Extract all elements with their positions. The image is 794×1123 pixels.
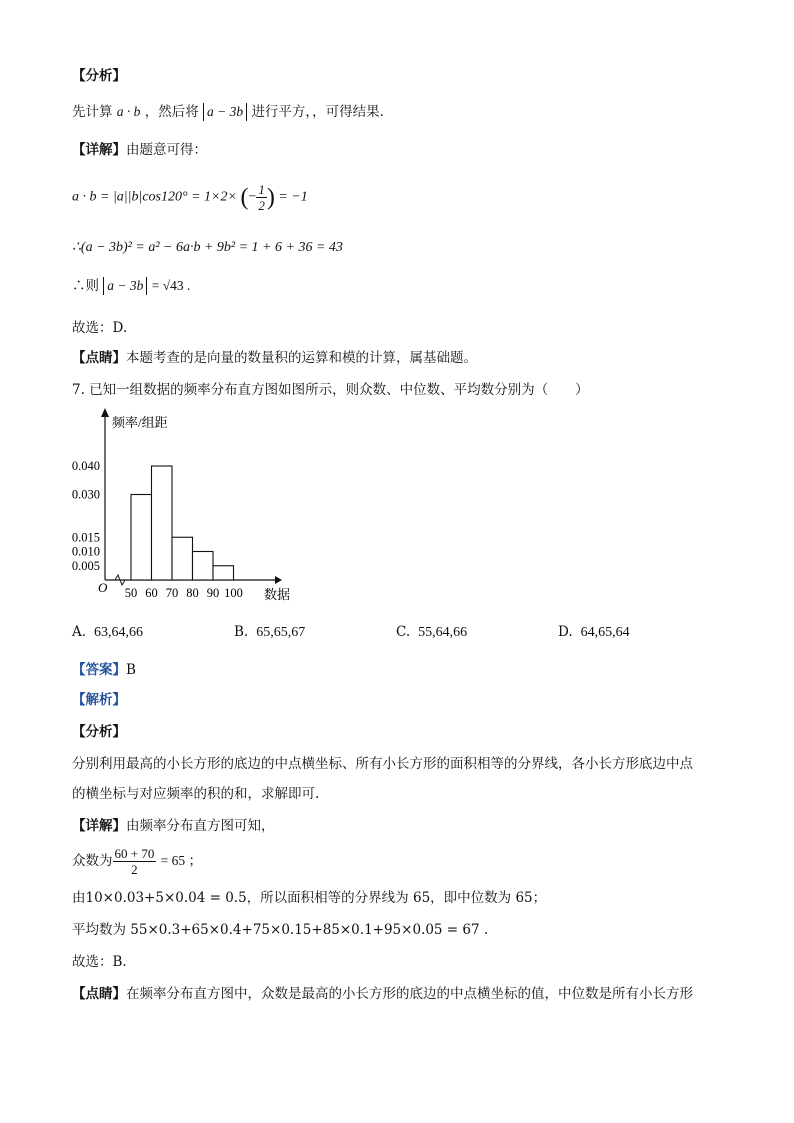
equation-square: ∴(a − 3b)² = a² − 6a·b + 9b² = 1 + 6 + 36 = 43 xyxy=(72,240,343,255)
option-value: 65,65,67 xyxy=(256,625,306,640)
explanation-label: 【解析】 xyxy=(72,692,126,708)
eq1-rhs: = −1 xyxy=(278,189,308,205)
option-value: 63,64,66 xyxy=(94,625,144,640)
option-a[interactable] xyxy=(72,624,143,641)
comment-text: 本题考查的是向量的数量积的运算和模的计算，属基础题。 xyxy=(126,350,477,366)
expr-dot-product: a · b xyxy=(116,104,141,119)
histogram-chart xyxy=(60,405,320,610)
equation-modulus xyxy=(72,276,190,296)
median-line: 由10×0.03+5×0.04 = 0.5，所以面积相等的分界线为 65，即中位数为 65； xyxy=(72,890,547,906)
eq1-fraction: $\frac{1}{2}$ xyxy=(258,182,265,213)
x-tick-label: 80 xyxy=(186,586,199,600)
option-letter: A. xyxy=(72,624,87,640)
detail-label: 【详解】 xyxy=(72,142,126,158)
analysis2-line1: 分别利用最高的小长方形的底边的中点横坐标、所有小长方形的面积相等的分界线，各小长方形底边中点 xyxy=(72,756,693,772)
option-b[interactable] xyxy=(234,624,305,641)
mode-line xyxy=(72,846,202,877)
mode-rhs: = 65 ； xyxy=(160,853,203,868)
eq3-rhs: = √43 . xyxy=(151,278,191,293)
analysis-text-a: 先计算 xyxy=(72,104,113,120)
y-tick-label: 0.030 xyxy=(71,487,100,502)
x-tick-label: 70 xyxy=(165,586,179,600)
detail2-label: 【详解】 xyxy=(72,818,126,834)
analysis2-label: 【分析】 xyxy=(72,724,126,740)
origin-label: O xyxy=(98,580,108,595)
histogram-bar xyxy=(131,495,152,581)
y-tick-label: 0.010 xyxy=(71,544,100,559)
mean-line: 平均数为 55×0.3+65×0.4+75×0.15+85×0.1+95×0.05 = 67 . xyxy=(72,922,489,938)
answer-value: B xyxy=(126,662,136,678)
option-letter: C. xyxy=(396,624,411,640)
option-c[interactable] xyxy=(396,624,467,641)
histogram-bar xyxy=(213,566,234,580)
question-7 xyxy=(72,380,589,400)
expr-abs-vector: a − 3b xyxy=(203,103,247,121)
y-tick-label: 0.005 xyxy=(71,558,100,573)
y-tick-label: 0.040 xyxy=(71,459,100,473)
mode-fraction: $\frac{60 + 70}{2}$ xyxy=(114,846,155,877)
y-axis-label: 频率/组距 xyxy=(112,415,168,430)
mode-prefix: 众数为 xyxy=(72,853,113,869)
equation-dot-product: a · b = |a||b|cos120° = 1×2× (− $\frac{1}{2}$ ) = −1 xyxy=(72,182,308,213)
eq3-abs: a − 3b xyxy=(103,277,147,295)
eq1-lhs: a · b = |a||b|cos120° = 1×2× xyxy=(72,189,237,205)
analysis-label: 【分析】 xyxy=(72,68,126,84)
detail-intro: 由题意可得： xyxy=(126,142,207,158)
answer-label: 【答案】 xyxy=(72,662,126,678)
comment-label: 【点睛】 xyxy=(72,350,126,366)
question-number: 7. xyxy=(72,382,85,398)
comment2-text: 在频率分布直方图中，众数是最高的小长方形的底边的中点横坐标的值，中位数是所有小长方形 xyxy=(126,986,693,1002)
x-tick-label: 50 xyxy=(124,586,138,600)
choice-line-1: 故选：D. xyxy=(72,320,128,336)
question-text: 已知一组数据的频率分布直方图如图所示，则众数、中位数、平均数分别为（ ） xyxy=(89,382,589,398)
answer-line xyxy=(72,660,136,680)
eq3-prefix: ∴则 xyxy=(72,278,99,294)
detail2-intro: 由频率分布直方图可知， xyxy=(126,818,275,834)
option-d[interactable] xyxy=(558,624,630,641)
option-letter: B. xyxy=(234,624,249,640)
comment-2 xyxy=(72,984,693,1004)
option-value: 64,65,64 xyxy=(580,625,630,640)
analysis-text-c: 进行平方，，可得结果. xyxy=(251,104,384,120)
choice-line-2: 故选：B. xyxy=(72,954,127,970)
analysis-text-b: ，然后将 xyxy=(144,104,199,120)
histogram-bar xyxy=(172,537,193,580)
x-tick-label: 60 xyxy=(145,586,158,600)
y-axis-arrow xyxy=(101,408,109,417)
comment2-label: 【点睛】 xyxy=(72,986,126,1002)
option-letter: D. xyxy=(558,624,573,640)
analysis-text xyxy=(72,102,384,122)
analysis2-line2: 的横坐标与对应频率的积的和，求解即可. xyxy=(72,786,320,802)
comment-1 xyxy=(72,348,477,368)
x-tick-label: 100 xyxy=(224,586,243,600)
x-tick-label: 90 xyxy=(206,586,220,600)
detail-heading xyxy=(72,140,207,160)
histogram-bar xyxy=(152,466,173,580)
x-axis-label: 数据 xyxy=(264,587,291,602)
detail2-heading xyxy=(72,816,275,836)
x-axis-arrow xyxy=(275,576,282,584)
y-tick-label: 0.015 xyxy=(71,530,100,545)
option-value: 55,64,66 xyxy=(418,625,468,640)
histogram-bar xyxy=(193,552,214,581)
